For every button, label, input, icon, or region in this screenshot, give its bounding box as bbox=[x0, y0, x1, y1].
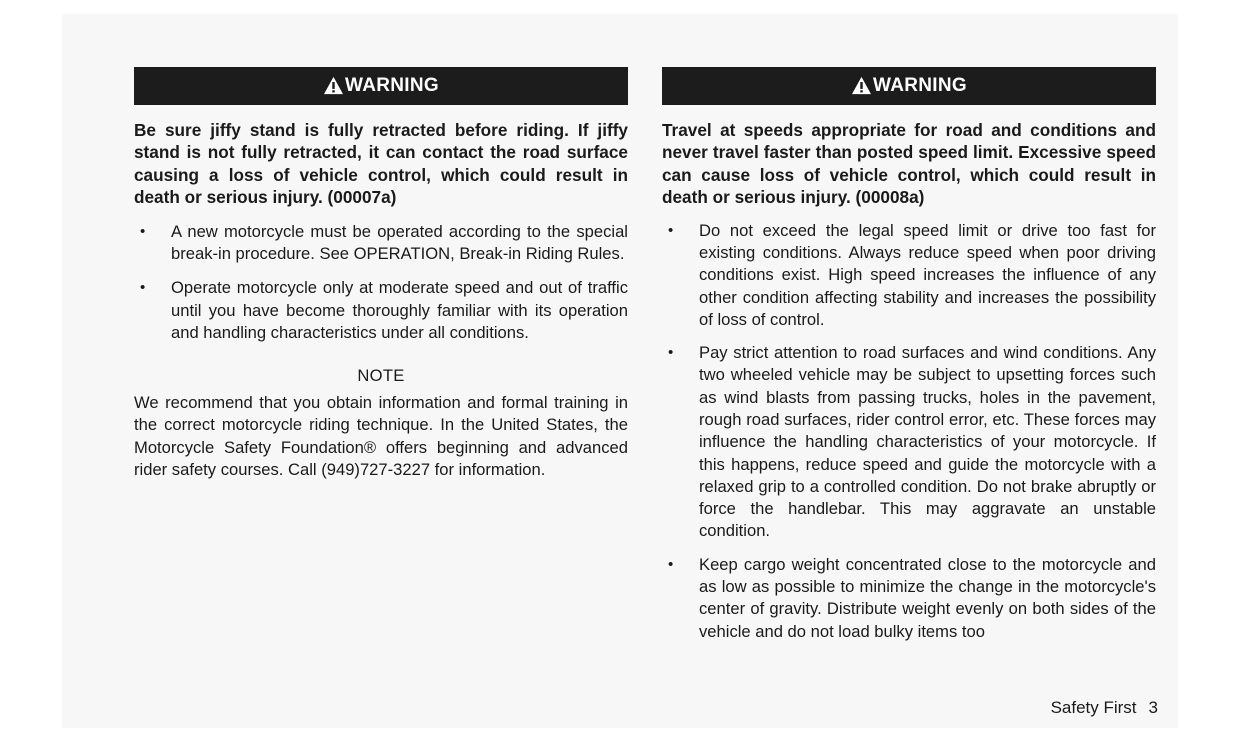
bullet-icon: • bbox=[668, 555, 674, 573]
page-footer bbox=[1051, 698, 1158, 718]
bullet-icon: • bbox=[140, 279, 146, 297]
list-item bbox=[662, 220, 1156, 331]
page-number: 3 bbox=[1148, 698, 1158, 717]
bullet-icon: • bbox=[140, 222, 146, 240]
list-item-text: Pay strict attention to road surfaces and wind conditions. Any two wheeled vehicle may be subject to upsetting forces such as wind blasts from passing trucks, holes in the pavement, rough road surfaces, rider control error, etc. These forces may influence the handling characteristics of your motorcycle. If this happens, reduce speed and guide the motorcycle with a relaxed grip to a controlled condition. Do not brake abruptly or force the handlebar. This may aggravate an unstable condition. bbox=[699, 343, 1156, 541]
list-item-text: Operate motorcycle only at moderate speed and out of traffic until you have become thoroughly familiar with its operation and handling characteristics under all conditions. bbox=[171, 278, 628, 342]
bullet-list bbox=[662, 220, 1156, 643]
bullet-icon: • bbox=[668, 344, 674, 362]
warning-triangle-icon bbox=[851, 76, 872, 95]
list-item bbox=[662, 342, 1156, 543]
note-text: We recommend that you obtain information and formal training in the correct motorcycle riding technique. In the United States, the Motorcycle Safety Foundation® offers beginning and advanced rider safety courses. Call (949)727-3227 for information. bbox=[134, 393, 628, 479]
warning-label: WARNING bbox=[345, 75, 439, 96]
warning-banner bbox=[134, 67, 628, 105]
left-column bbox=[134, 67, 628, 481]
footer-section-title: Safety First bbox=[1050, 698, 1137, 717]
warning-text: Travel at speeds appropriate for road and conditions and never travel faster than posted speed limit. Excessive speed can cause loss of vehicle control, which could result in death or serious injury. (00008a) bbox=[662, 120, 1156, 208]
list-item bbox=[134, 277, 628, 344]
list-item bbox=[134, 221, 628, 266]
bullet-list bbox=[134, 221, 628, 344]
list-item-text: Keep cargo weight concentrated close to the motorcycle and as low as possible to minimize the change in the motorcycle's center of gravity. Distribute weight evenly on both sides of the vehicle and do not load bulky items too bbox=[699, 554, 1156, 641]
list-item-text: A new motorcycle must be operated according to the special break-in procedure. See OPERATION, Break-in Riding Rules. bbox=[171, 221, 628, 263]
warning-text: Be sure jiffy stand is fully retracted before riding. If jiffy stand is not fully retracted, it can contact the road surface causing a loss of vehicle control, which could result in death or serious injury. (00007a) bbox=[134, 120, 628, 208]
warning-triangle-icon bbox=[323, 76, 344, 95]
right-column bbox=[662, 67, 1156, 643]
list-item bbox=[662, 554, 1156, 643]
warning-label: WARNING bbox=[873, 75, 967, 96]
bullet-icon: • bbox=[668, 221, 674, 239]
note-heading: NOTE bbox=[357, 366, 405, 386]
list-item-text: Do not exceed the legal speed limit or drive too fast for existing conditions. Always reduce speed when poor driving conditions exist. High speed increases the influence of any other condition affecting stability and increases the possibility of loss of control. bbox=[699, 220, 1156, 329]
manual-page bbox=[62, 14, 1178, 728]
warning-banner bbox=[662, 67, 1156, 105]
